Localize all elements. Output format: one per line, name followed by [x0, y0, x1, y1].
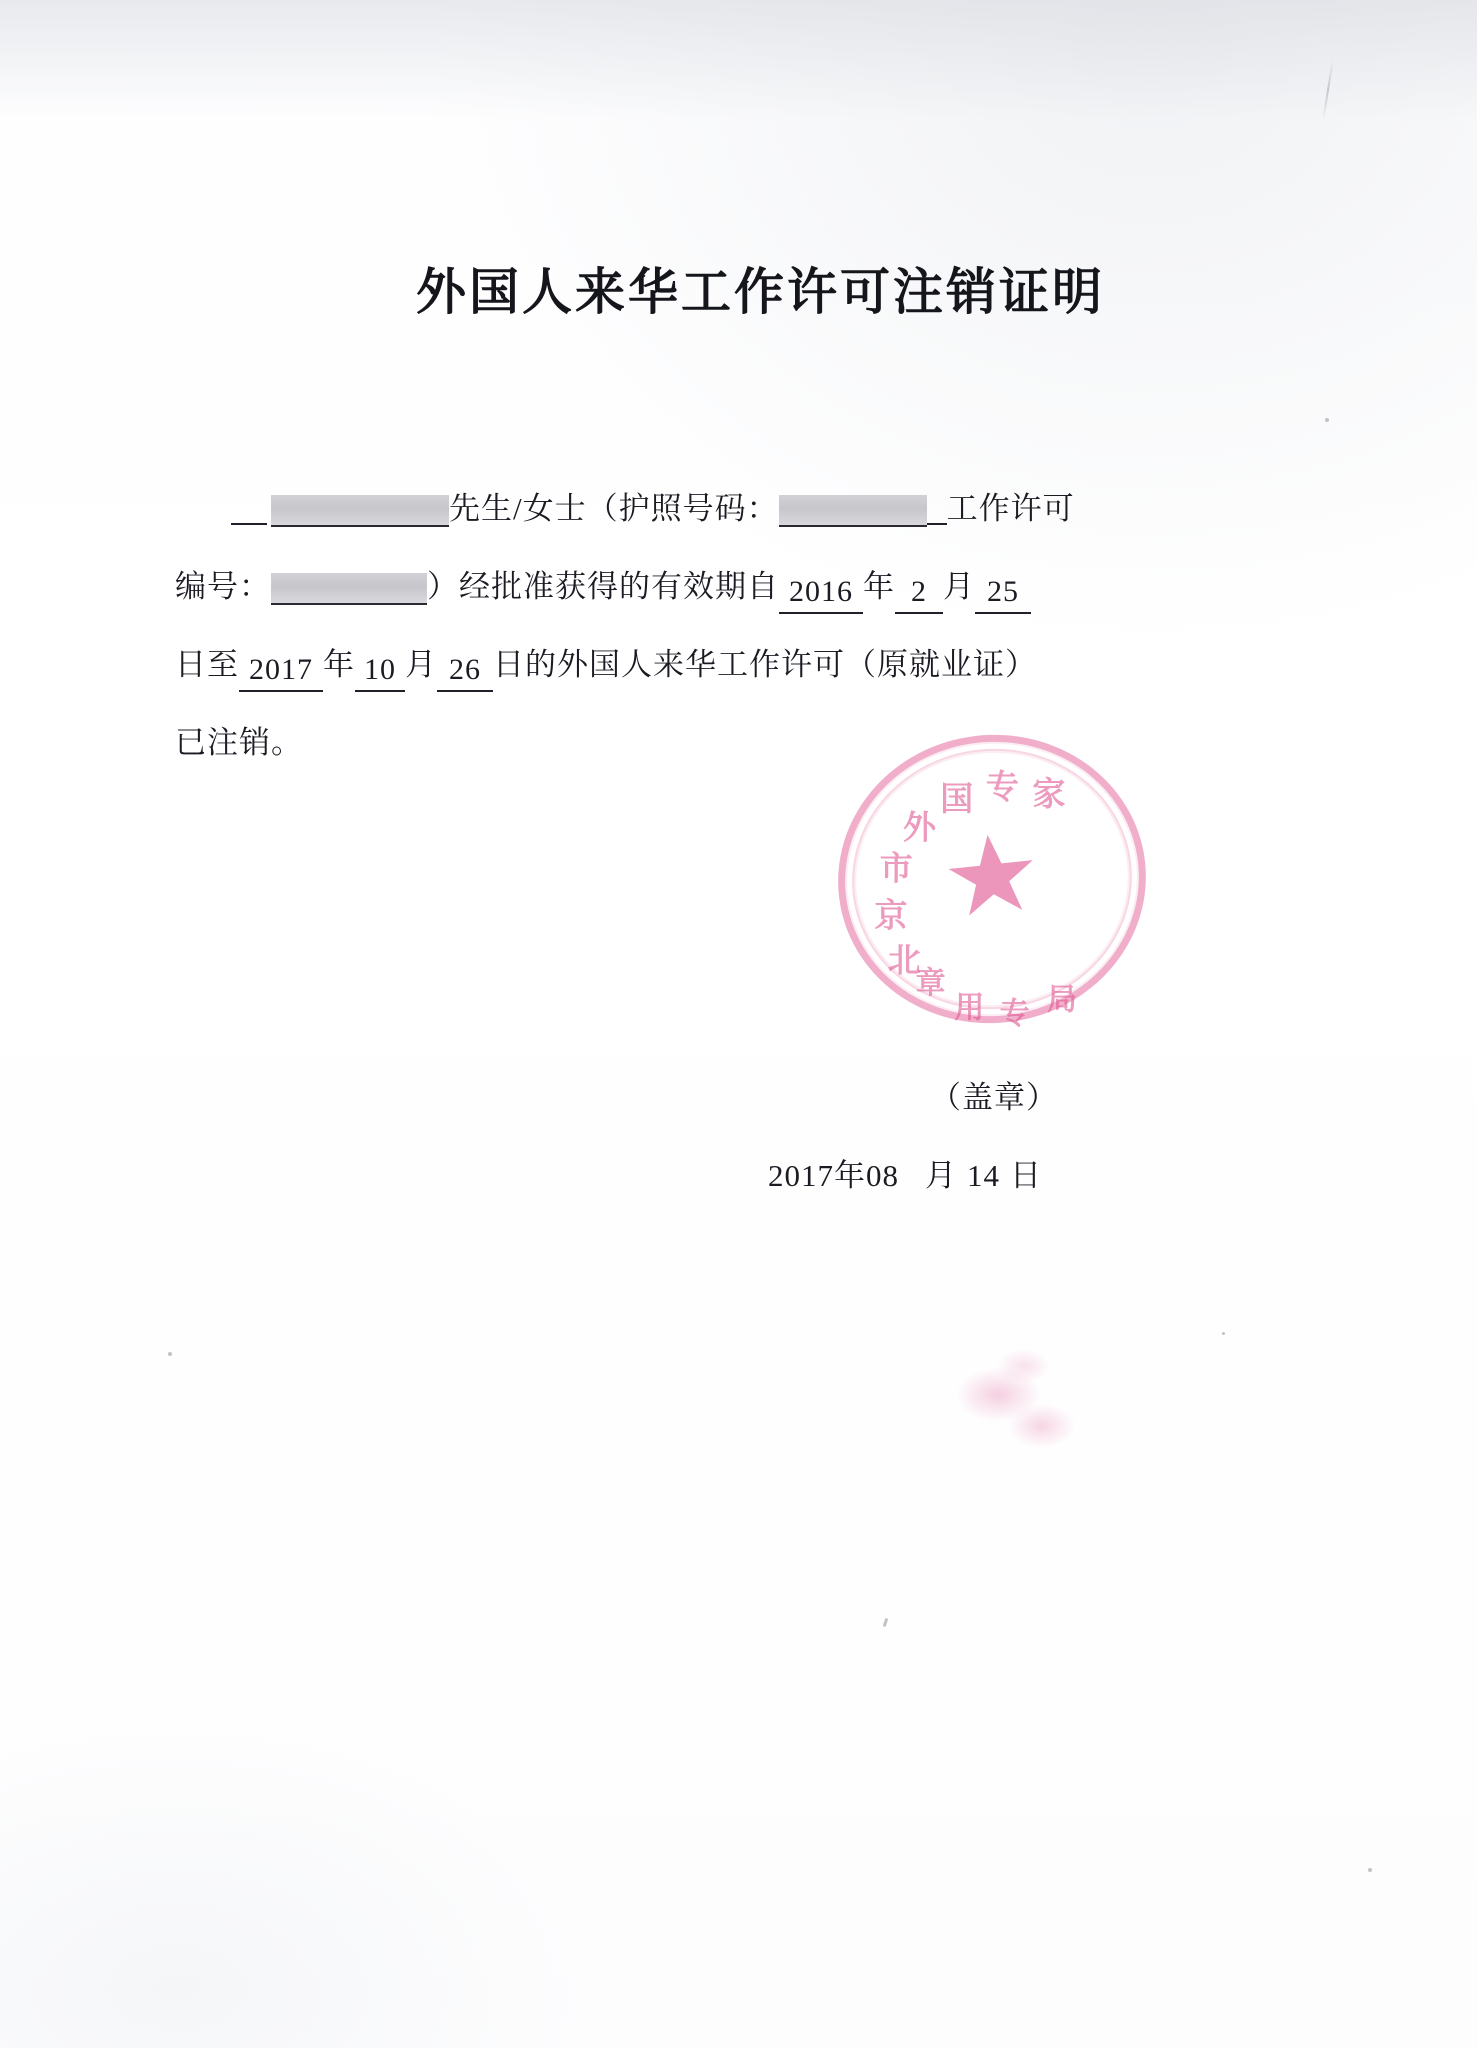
scan-speck: [168, 1352, 172, 1356]
scan-speck: [1368, 1868, 1372, 1872]
month-unit: 月: [943, 569, 975, 604]
body-line-2: [175, 548, 1225, 626]
month-unit: 月: [925, 1158, 957, 1193]
signature-day: 14: [967, 1158, 1000, 1193]
redacted-name-field: [271, 495, 449, 527]
year-unit: 年: [323, 647, 355, 682]
valid-from-day: 25: [975, 574, 1031, 614]
line3-tail-text: 日的外国人来华工作许可（原就业证）: [493, 647, 1037, 682]
signature-year: 2017: [768, 1158, 834, 1193]
page-title: 外国人来华工作许可注销证明: [416, 263, 1105, 320]
line2-after-text: ）经批准获得的有效期自: [427, 569, 779, 604]
valid-to-year: 2017: [239, 652, 323, 692]
star-icon: [941, 826, 1042, 927]
body-line-3: [175, 626, 1225, 704]
valid-from-year: 2016: [779, 574, 863, 614]
month-unit: 月: [405, 647, 437, 682]
seal-char: 专: [985, 770, 1019, 807]
seal-char: 局: [1047, 983, 1077, 1017]
line1-tail-text: 工作许可: [946, 491, 1075, 526]
day-unit: 日: [175, 647, 207, 682]
redacted-permit-number: [271, 573, 427, 605]
year-unit: 年: [863, 569, 895, 604]
seal-label: （盖章）: [930, 1080, 1058, 1115]
salutation-text: 先生/女士（护照号码：: [449, 491, 779, 526]
seal-char: 用: [954, 991, 985, 1025]
seal-char: 京: [874, 898, 908, 935]
seal-char: 专: [999, 997, 1030, 1031]
scan-speck: [883, 1618, 889, 1627]
valid-to-month: 10: [355, 652, 405, 692]
body-line-4: 已注销。: [175, 725, 303, 760]
day-unit: 日: [1010, 1158, 1042, 1193]
valid-from-month: 2: [895, 574, 943, 614]
signature-date: [768, 1150, 1042, 1195]
to-text: 至: [207, 647, 239, 682]
signature-month: 08: [866, 1158, 899, 1193]
body-line-1: [175, 470, 1225, 548]
scan-speck: [1325, 418, 1329, 422]
passport-underline-tail: [927, 493, 947, 525]
scan-shadow-top: [0, 0, 1477, 120]
seal-char: 章: [915, 967, 946, 1001]
valid-to-day: 26: [437, 652, 493, 692]
scan-speck: [1222, 1332, 1225, 1335]
certificate-body: [175, 470, 1225, 782]
seal-char: 外: [902, 810, 936, 847]
permit-no-label: 编号：: [175, 569, 271, 604]
seal-char: 家: [1032, 777, 1066, 814]
scan-crease: [1322, 60, 1333, 120]
seal-ink-smudge: [930, 1340, 1110, 1470]
year-unit: 年: [834, 1158, 866, 1193]
seal-char: 北: [887, 943, 921, 980]
redacted-passport-field: [779, 495, 927, 527]
seal-char: 市: [879, 851, 913, 888]
seal-char: 国: [940, 781, 974, 818]
name-underline-lead: [231, 493, 267, 525]
